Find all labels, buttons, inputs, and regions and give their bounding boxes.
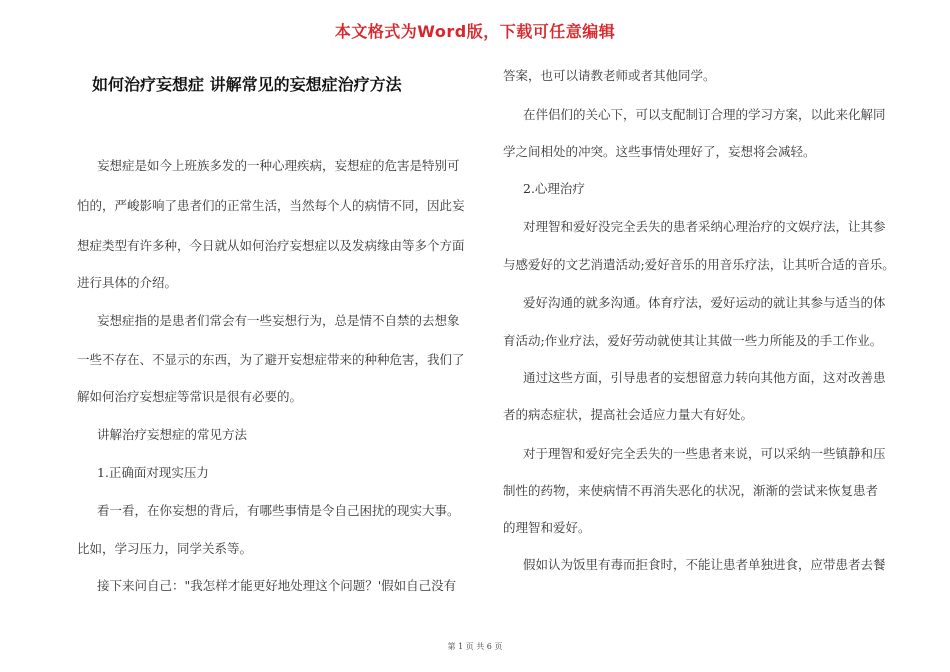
right-line: 对于理智和爱好完全丢失的一些患者来说，可以采纳一些镇静和压: [523, 446, 886, 461]
subsection-heading: 2.心理治疗: [523, 181, 585, 196]
left-line: 解如何治疗妄想症等常识是很有必要的。: [77, 389, 303, 404]
right-line: 学之间相处的冲突。这些事情处理好了，妄想将会减轻。: [503, 144, 816, 159]
left-line: 比如，学习压力，同学关系等。: [77, 541, 253, 556]
left-line: 进行具体的介绍。: [77, 275, 178, 290]
left-line: 怕的，严峻影响了患者们的正常生活，当然每个人的病情不同，因此妄: [77, 198, 465, 213]
right-line: 爱好沟通的就多沟通。体育疗法，爱好运动的就让其参与适当的体: [523, 295, 886, 310]
left-line: 妄想症是如今上班族多发的一种心理疾病，妄想症的危害是特别可: [97, 158, 460, 173]
left-line: 一些不存在、不显示的东西，为了避开妄想症带来的种种危害，我们了: [77, 352, 465, 367]
article-title: 如何治疗妄想症 讲解常见的妄想症治疗方法: [92, 75, 402, 94]
right-line: 答案，也可以请教老师或者其他同学。: [503, 68, 716, 83]
right-line: 假如认为饭里有毒而拒食时，不能让患者单独进食，应带患者去餐: [523, 557, 886, 572]
right-line: 制性的药物，来使病情不再消失恶化的状况，渐渐的尝试来恢复患者: [503, 483, 879, 498]
right-line: 者的病态症状，提高社会适应力量大有好处。: [503, 407, 754, 422]
left-line: 接下来问自己："我怎样才能更好地处理这个问题？'假如自己没有: [97, 578, 457, 593]
subsection-heading: 1.正确面对现实压力: [97, 465, 209, 480]
word-format-banner: 本文格式为Word版，下载可任意编辑: [334, 22, 616, 41]
right-line: 通过这些方面，引导患者的妄想留意力转向其他方面，这对改善患: [523, 370, 886, 385]
right-line: 在伴侣们的关心下，可以支配制订合理的学习方案，以此来化解同: [523, 107, 886, 122]
right-line: 与感爱好的文艺消遣活动;爱好音乐的用音乐疗法，让其听合适的音乐。: [503, 257, 895, 272]
left-line: 妄想症指的是患者们常会有一些妄想行为，总是情不自禁的去想象: [97, 313, 460, 328]
right-line: 的理智和爱好。: [503, 520, 591, 535]
page-number: 第 1 页 共 6 页: [447, 642, 503, 651]
left-line: 看一看，在你妄想的背后，有哪些事情是令自己困扰的现实大事。: [97, 503, 460, 518]
right-line: 对理智和爱好没完全丢失的患者采纳心理治疗的文娱疗法，让其参: [523, 219, 886, 234]
right-line: 育活动;作业疗法，爱好劳动就使其让其做一些力所能及的手工作业。: [503, 333, 883, 348]
section-heading: 讲解治疗妄想症的常见方法: [97, 427, 248, 442]
left-line: 想症类型有许多种，今日就从如何治疗妄想症以及发病缘由等多个方面: [77, 238, 465, 253]
